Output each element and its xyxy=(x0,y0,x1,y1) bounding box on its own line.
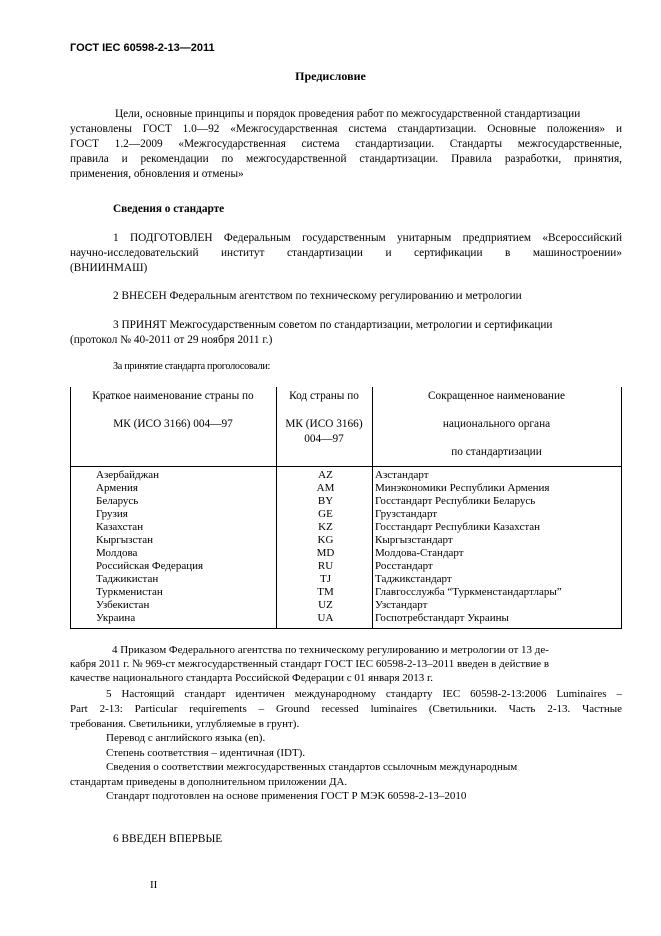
document-code-header: ГОСТ IEC 60598-2-13—2011 xyxy=(70,42,215,54)
country-cell: Беларусь xyxy=(96,495,139,507)
body-cell: Росстандарт xyxy=(375,560,433,572)
country-cell: Молдова xyxy=(96,547,138,559)
item-3-paragraph xyxy=(70,318,622,348)
item-1-line: 1 ПОДГОТОВЛЕН Федеральным государственным унитарным предприятием «Всероссийский xyxy=(113,232,622,244)
item-2-text: 2 ВНЕСЕН Федеральным агентством по техническому регулированию и метрологии xyxy=(113,290,522,302)
foreword-line: ГОСТ 1.2—2009 «Межгосударственная система стандартизации. Стандарты межгосударственные, xyxy=(70,138,622,150)
conformity-line: Степень соответствия – идентичная (IDT). xyxy=(106,746,306,759)
body-cell: Госстандарт Республики Беларусь xyxy=(375,495,536,507)
body-cell: Таджикстандарт xyxy=(375,573,452,585)
item-4-paragraph xyxy=(70,643,622,685)
country-cell: Грузия xyxy=(96,508,128,520)
table-header-code: Код страны по МК (ИСО 3166) 004—97 xyxy=(285,390,363,445)
foreword-title: Предисловие xyxy=(295,69,366,83)
code-cell: BY xyxy=(317,495,334,507)
item-5-line: требования. Светильники, углубляемые в грунт). xyxy=(70,718,300,730)
foreword-paragraph xyxy=(70,107,622,182)
body-cell: Госпотребстандарт Украины xyxy=(375,612,509,624)
item-5-line: Part 2-13: Particular requirements – Ground recessed luminaires (Светильники. Часть 2-13. Частные xyxy=(70,703,622,715)
body-cell: Минэкономики Республики Армения xyxy=(375,482,550,494)
page-number: II xyxy=(150,879,158,891)
item-5-details xyxy=(70,731,622,804)
item-1-line: (ВНИИНМАШ) xyxy=(70,262,148,274)
basis-line: Стандарт подготовлен на основе применения ГОСТ Р МЭК 60598-2-13–2010 xyxy=(106,790,467,802)
vote-label: За принятие стандарта проголосовали: xyxy=(113,361,271,372)
code-cell: MD xyxy=(316,547,335,559)
table-header-divider xyxy=(70,466,622,467)
code-cell: KG xyxy=(317,534,334,546)
code-cell: TJ xyxy=(320,573,331,585)
code-cell: TM xyxy=(317,586,334,598)
code-cell: UA xyxy=(317,612,334,624)
code-cell: AZ xyxy=(318,469,333,481)
foreword-line: установлены ГОСТ 1.0—92 «Межгосударственная система стандартизации. Основные положения» и xyxy=(70,123,622,135)
body-cell: Кыргызстандарт xyxy=(375,534,453,546)
table-border-bottom xyxy=(70,628,622,629)
body-cell: Госстандарт Республики Казахстан xyxy=(375,521,541,533)
country-cell: Армения xyxy=(96,482,138,494)
item-3-line: 3 ПРИНЯТ Межгосударственным советом по стандартизации, метрологии и сертификации xyxy=(113,319,553,331)
country-cell: Туркменистан xyxy=(96,586,163,598)
item-6-text: 6 ВВЕДЕН ВПЕРВЫЕ xyxy=(113,833,223,845)
item-4-line: кабря 2011 г. № 969-ст межгосударственный стандарт ГОСТ IEC 60598-2-13–2011 введен в действие в xyxy=(70,658,550,670)
code-cell: RU xyxy=(317,560,334,572)
country-cell: Российская Федерация xyxy=(96,560,204,572)
item-4-line: качестве национального стандарта Российской Федерации с 01 января 2013 г. xyxy=(70,672,434,684)
item-5-paragraph xyxy=(70,687,622,732)
voting-countries-table xyxy=(70,387,622,629)
body-cell: Главгосслужба “Туркменстандартлары” xyxy=(375,586,562,598)
code-cell: GE xyxy=(318,508,333,520)
body-cell: Молдова-Стандарт xyxy=(375,547,464,559)
foreword-line: Цели, основные принципы и порядок проведения работ по межгосударственной стандартизации xyxy=(115,108,581,120)
foreword-line: применения, обновления и отмены» xyxy=(70,168,244,180)
item-1-line: научно-исследовательский институт стандартизации и сертификации в машиностроении» xyxy=(70,247,622,259)
code-cell: KZ xyxy=(318,521,333,533)
item-3-line: (протокол № 40-2011 от 29 ноября 2011 г.) xyxy=(70,334,273,346)
code-cell: AM xyxy=(316,482,335,494)
translation-line: Перевод с английского языка (en). xyxy=(106,732,266,744)
table-header-body: Сокращенное наименование национального органа по стандартизации xyxy=(427,390,566,458)
body-cell: Грузстандарт xyxy=(375,508,438,520)
info-heading: Сведения о стандарте xyxy=(113,203,225,215)
country-cell: Азербайджан xyxy=(96,469,160,481)
foreword-line: правила и рекомендации по межгосударственной стандартизации. Правила разработки, принятия, xyxy=(70,153,622,165)
country-cell: Кыргызстан xyxy=(96,534,154,546)
body-cell: Узстандарт xyxy=(375,599,428,611)
table-border-right xyxy=(621,387,622,629)
item-1-paragraph xyxy=(70,231,622,276)
country-cell: Казахстан xyxy=(96,521,144,533)
body-cell: Азстандарт xyxy=(375,469,429,481)
country-cell: Таджикистан xyxy=(96,573,159,585)
refs-line: Сведения о соответствии межгосударственных стандартов ссылочным международным xyxy=(106,761,518,773)
refs-line: стандартам приведены в дополнительном приложении ДА. xyxy=(70,775,348,788)
item-4-line: 4 Приказом Федерального агентства по техническому регулированию и метрологии от 13 де- xyxy=(112,644,549,656)
table-header-country: Краткое наименование страны по МК (ИСО 3166) 004—97 xyxy=(92,390,254,430)
code-cell: UZ xyxy=(318,599,333,611)
item-5-line: 5 Настоящий стандарт идентичен международному стандарту IEC 60598-2-13:2006 Luminaires – xyxy=(106,688,622,700)
country-cell: Узбекистан xyxy=(96,599,150,611)
country-cell: Украина xyxy=(96,612,136,624)
